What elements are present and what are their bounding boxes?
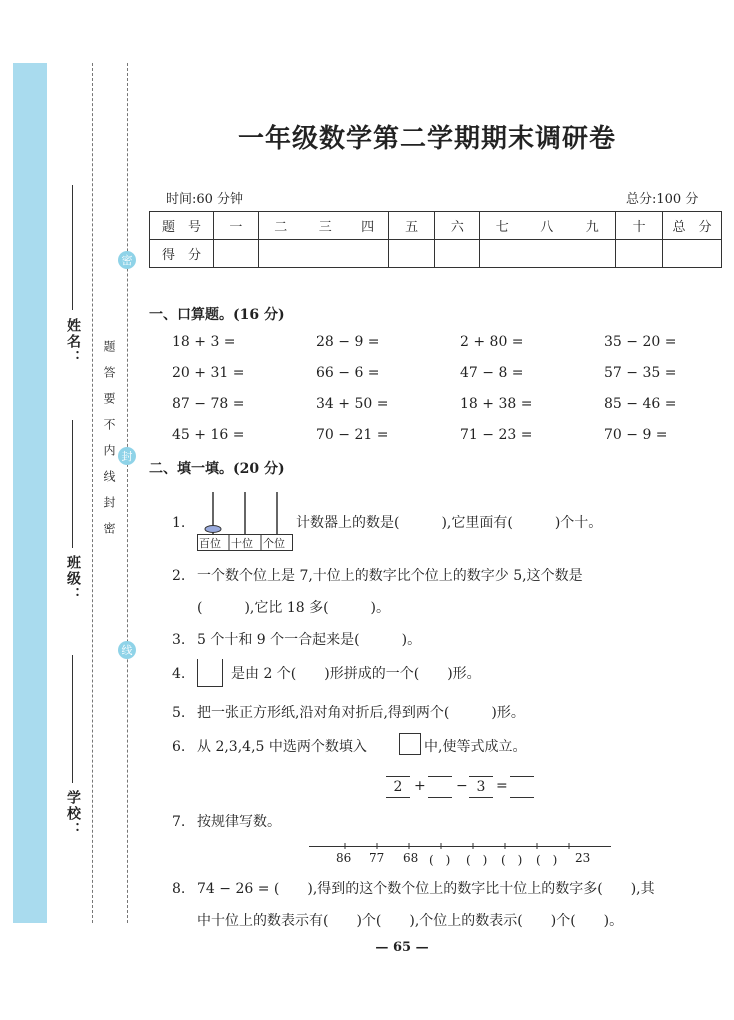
sequence-blank[interactable]: ( ) [466, 853, 488, 867]
calc-item: 71 − 23 = [460, 427, 533, 443]
table-cell: 九 [569, 212, 616, 240]
table-cell: 五 [388, 212, 435, 240]
seal-notice: 题答要不内线封密 [102, 340, 116, 548]
sequence-value: 77 [369, 851, 385, 865]
sequence-blank[interactable]: ( ) [429, 853, 451, 867]
page-number: — 65 — [375, 940, 429, 955]
calc-item: 70 − 9 = [604, 427, 668, 443]
total-info: 总分:100 分 [626, 192, 699, 207]
question-text: 5 个十和 9 个一合起来是( )。 [197, 632, 422, 648]
equation-blank[interactable] [428, 776, 452, 798]
question-number: 2. [172, 568, 186, 584]
table-cell: 六 [435, 212, 480, 240]
calc-item: 35 − 20 = [604, 334, 677, 350]
section-1-heading: 一、口算题。(16 分) [149, 307, 285, 323]
question-number: 4. [172, 666, 186, 682]
answer-box[interactable] [399, 733, 421, 755]
score-table [149, 211, 722, 268]
question-text: 从 2,3,4,5 中选两个数填入 [197, 739, 367, 755]
table-cell: 二 [258, 212, 303, 240]
sequence-blank[interactable]: ( ) [501, 853, 523, 867]
calc-item: 87 − 78 = [172, 396, 245, 412]
equation-blank[interactable] [510, 776, 534, 798]
seal-circle-mi: 密 [118, 251, 136, 269]
score-cell[interactable] [663, 240, 722, 268]
question-number: 8. [172, 881, 186, 897]
abacus-label-ones: 个位 [263, 537, 285, 550]
question-text: 中十位上的数表示有( )个( ),个位上的数表示( )个( )。 [197, 913, 624, 929]
name-line [72, 185, 73, 310]
equation-operator: + [414, 778, 426, 794]
question-text: 74 − 26 = ( ),得到的这个数个位上的数字比十位上的数字多( ),其 [197, 881, 655, 897]
question-text: 一个数个位上是 7,十位上的数字比个位上的数字少 5,这个数是 [197, 568, 583, 584]
question-text: 把一张正方形纸,沿对角对折后,得到两个( )形。 [197, 705, 525, 721]
sequence-value: 86 [336, 851, 352, 865]
question-number: 3. [172, 632, 186, 648]
calc-item: 2 + 80 = [460, 334, 524, 350]
equation-blank[interactable]: 2 [386, 776, 410, 798]
time-info: 时间:60 分钟 [166, 192, 244, 207]
question-number: 7. [172, 814, 186, 830]
table-cell: 三 [303, 212, 348, 240]
table-cell: 八 [524, 212, 569, 240]
seal-circle-feng: 封 [118, 447, 136, 465]
score-cell[interactable] [388, 240, 435, 268]
calc-item: 34 + 50 = [316, 396, 389, 412]
calc-item: 70 − 21 = [316, 427, 389, 443]
page-title: 一年级数学第二学期期末调研卷 [237, 124, 616, 154]
abacus-label-tens: 十位 [231, 537, 253, 550]
score-table-header-row [150, 212, 722, 240]
number-line-ticks [309, 840, 611, 852]
class-label: 班级： [65, 555, 81, 603]
table-cell: 四 [348, 212, 389, 240]
equation-blank[interactable]: 3 [469, 776, 493, 798]
table-cell: 一 [214, 212, 259, 240]
seal-circle-xian: 线 [118, 641, 136, 659]
calc-item: 20 + 31 = [172, 365, 245, 381]
question-text: ( ),它比 18 多( )。 [197, 600, 391, 616]
score-table-score-row [150, 240, 722, 268]
shape-figure [197, 659, 223, 687]
question-number: 1. [172, 515, 186, 531]
equation-operator: = [496, 778, 508, 794]
cut-line-dashed-1 [92, 63, 93, 923]
equation-operator: − [456, 778, 468, 794]
name-label: 姓名： [65, 318, 81, 366]
calc-item: 47 − 8 = [460, 365, 524, 381]
binding-strip [13, 63, 47, 923]
question-text: 中,使等式成立。 [424, 739, 527, 755]
section-2-heading: 二、填一填。(20 分) [149, 461, 285, 477]
sequence-blank[interactable]: ( ) [536, 853, 558, 867]
school-label: 学校： [65, 790, 81, 838]
calc-item: 66 − 6 = [316, 365, 380, 381]
score-cell[interactable] [435, 240, 480, 268]
question-text: 按规律写数。 [197, 814, 281, 830]
score-cell[interactable] [258, 240, 388, 268]
table-cell: 十 [616, 212, 663, 240]
cut-line-dashed-2 [127, 63, 128, 923]
calc-item: 28 − 9 = [316, 334, 380, 350]
table-cell: 题 号 [150, 212, 214, 240]
school-line [72, 655, 73, 783]
calc-item: 18 + 38 = [460, 396, 533, 412]
question-text: 是由 2 个( )形拼成的一个( )形。 [231, 666, 481, 682]
class-line [72, 420, 73, 548]
calc-item: 45 + 16 = [172, 427, 245, 443]
question-number: 6. [172, 739, 186, 755]
sequence-value: 68 [403, 851, 419, 865]
table-cell: 总 分 [663, 212, 722, 240]
calc-item: 57 − 35 = [604, 365, 677, 381]
question-number: 5. [172, 705, 186, 721]
score-cell[interactable] [616, 240, 663, 268]
sequence-value: 23 [575, 851, 591, 865]
abacus-label-hundreds: 百位 [199, 537, 221, 550]
score-cell[interactable] [480, 240, 616, 268]
table-cell: 得 分 [150, 240, 214, 268]
score-cell[interactable] [214, 240, 259, 268]
table-cell: 七 [480, 212, 525, 240]
calc-item: 18 + 3 = [172, 334, 236, 350]
abacus-image [197, 490, 293, 552]
question-text: 计数器上的数是( ),它里面有( )个十。 [296, 515, 603, 531]
calc-item: 85 − 46 = [604, 396, 677, 412]
